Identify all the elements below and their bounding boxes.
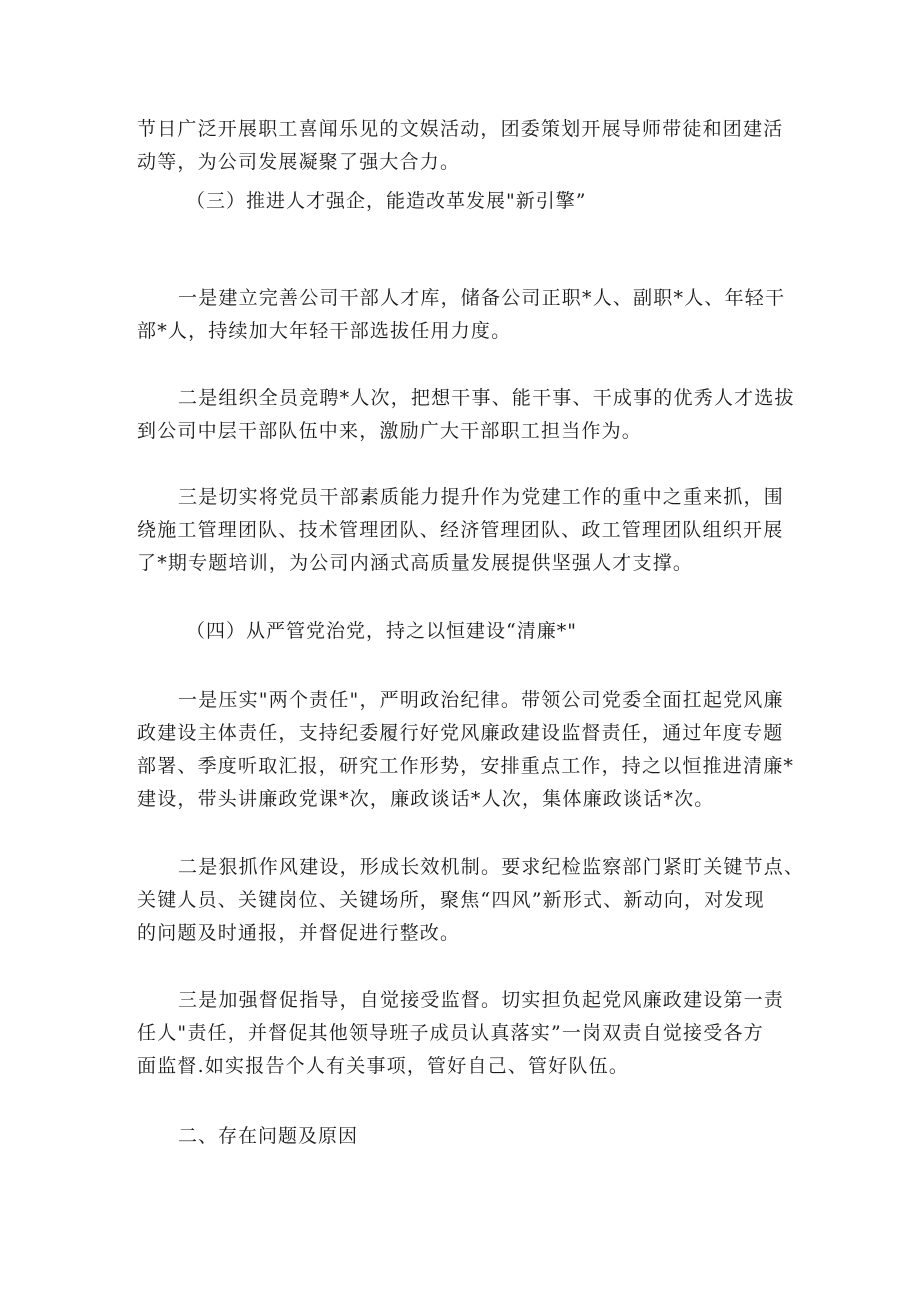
paragraph-3-2-line-1: 二是组织全员竞聘*人次，把想干事、能干事、干成事的优秀人才选拔 (178, 387, 795, 409)
paragraph-3-3-line-2: 绕施工管理团队、技术管理团队、经济管理团队、政工管理团队组织开展 (137, 519, 784, 541)
paragraph-4-2-line-1: 二是狠抓作风建设，形成长效机制。要求纪检监察部门紧盯关键节点、 (178, 856, 805, 878)
paragraph-3-2-line-2: 到公司中层干部队伍中来，激励广大干部职工担当作为。 (137, 420, 643, 442)
paragraph-4-3-line-1: 三是加强督促指导，自觉接受监督。切实担负起党风廉政建设第一责 (178, 989, 785, 1011)
section-heading-4: （四）从严管党治党，持之以恒建设“清廉*" (186, 620, 577, 642)
paragraph-4-1-line-3: 部署、季度听取汇报，研究工作形势，安排重点工作，持之以恒推进清廉* (137, 755, 795, 777)
paragraph-4-3-line-3: 面监督.如实报告个人有关事项，管好自己、管好队伍。 (137, 1055, 630, 1077)
paragraph-4-3-line-2: 任人"责任，并督促其他领导班子成员认真落实”一岗双责自觉接受各方 (137, 1022, 764, 1044)
section-heading-3: （三）推进人才强企，能造改革发展"新引擎” (186, 190, 587, 212)
paragraph-4-1-line-1: 一是压实"两个责任"，严明政治纪律。带领公司党委全面扛起党风廉 (178, 689, 784, 711)
paragraph-3-3-line-1: 三是切实将党员干部素质能力提升作为党建工作的重中之重来抓，围 (178, 486, 785, 508)
paragraph-3-1-line-2: 部*人，持续加大年轻干部选拔任用力度。 (137, 320, 512, 342)
paragraph-intro-line-1: 节日广泛开展职工喜闻乐见的文娱活动，团委策划开展导师带徒和团建活 (137, 118, 784, 140)
paragraph-4-2-line-3: 的问题及时通报，并督促进行整改。 (137, 922, 461, 944)
paragraph-4-2-line-2: 关键人员、关键岗位、关键场所，聚焦“四风”新形式、新动向，对发现 (137, 889, 765, 911)
section-heading-2: 二、存在问题及原因 (178, 1125, 359, 1147)
paragraph-intro-line-2: 动等，为公司发展凝聚了强大合力。 (137, 151, 461, 173)
paragraph-3-3-line-3: 了*期专题培训，为公司内涵式高质量发展提供坚强人才支撑。 (137, 552, 694, 574)
paragraph-4-1-line-2: 政建设主体责任，支持纪委履行好党风廉政建设监督责任，通过年度专题 (137, 722, 784, 744)
paragraph-4-1-line-4: 建设，带头讲廉政党课*次，廉政谈话*人次，集体廉政谈话*次。 (137, 788, 715, 810)
paragraph-3-1-line-1: 一是建立完善公司干部人才库，储备公司正职*人、副职*人、年轻干 (178, 287, 786, 309)
